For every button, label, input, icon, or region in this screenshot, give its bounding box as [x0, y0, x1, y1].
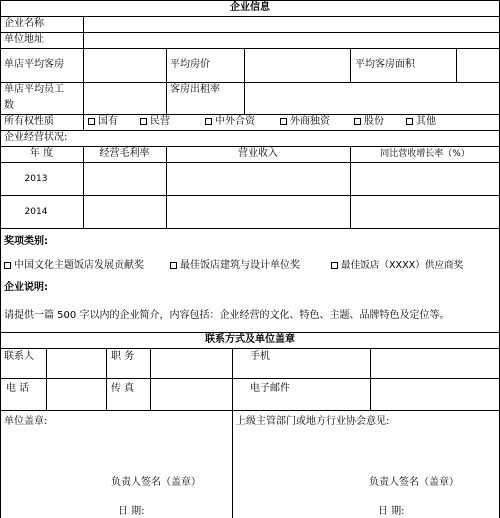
- label-phone: 电 话: [6, 383, 30, 394]
- option-label: 最佳饭店建筑与设计单位奖: [180, 260, 300, 271]
- table-header-growth: 同比营收增长率（%）: [380, 149, 470, 159]
- checkbox-icon: [140, 118, 147, 125]
- signature-right: 负责人签名（盖章）: [369, 477, 459, 488]
- option-label: 其他: [416, 116, 436, 127]
- rule: [370, 348, 371, 410]
- label-contact-person: 联系人: [4, 351, 34, 362]
- rule: [0, 332, 500, 333]
- rule: [0, 162, 500, 163]
- ownership-option-foreign[interactable]: [280, 116, 330, 128]
- ownership-option-private[interactable]: [140, 116, 170, 128]
- rule: [456, 48, 457, 82]
- rule: [350, 48, 351, 82]
- label-ownership: 所有权性质: [4, 116, 54, 127]
- option-label: 股份: [364, 116, 384, 127]
- rule: [0, 130, 500, 131]
- rule: [150, 348, 151, 410]
- ownership-option-shares[interactable]: [354, 116, 384, 128]
- table-cell-year-2013: 2013: [24, 174, 48, 184]
- table-header-year: 年 度: [29, 148, 54, 159]
- ownership-option-other[interactable]: [406, 116, 436, 128]
- section-title-enterprise: 企业信息: [230, 2, 270, 13]
- rule: [0, 48, 500, 49]
- option-label: 国有: [98, 116, 118, 127]
- label-enterprise-name: 企业名称: [4, 18, 44, 29]
- ownership-option-state[interactable]: [88, 116, 118, 128]
- section-title-contact: 联系方式及单位盖章: [205, 334, 295, 345]
- rule: [0, 195, 500, 196]
- label-occupancy: 客房出租率: [170, 84, 220, 95]
- date-right: 日 期:: [378, 506, 405, 517]
- option-label: 外商独资: [290, 116, 330, 127]
- rule: [46, 348, 47, 410]
- rule: [83, 48, 84, 114]
- checkbox-icon: [4, 262, 11, 269]
- label-unit-seal: 单位盖章:: [4, 416, 48, 427]
- table-header-margin: 经营毛利率: [99, 148, 150, 159]
- checkbox-icon: [170, 262, 177, 269]
- award-option-design[interactable]: [170, 260, 300, 272]
- rule: [0, 348, 500, 349]
- label-position: 职 务: [111, 351, 135, 362]
- rule: [0, 378, 500, 379]
- rule: [0, 32, 500, 33]
- rule: [83, 16, 84, 48]
- rule: [83, 114, 84, 130]
- label-avg-staff-2: 数: [4, 100, 14, 111]
- ownership-option-jv[interactable]: [205, 116, 255, 128]
- description-title: 企业说明:: [4, 282, 48, 293]
- label-fax: 传 真: [111, 383, 135, 394]
- award-option-culture[interactable]: [4, 260, 144, 272]
- rule: [232, 348, 233, 518]
- awards-title: 奖项类别:: [4, 236, 48, 247]
- label-address: 单位地址: [4, 34, 44, 45]
- rule: [0, 0, 500, 1]
- option-label: 最佳饭店（XXXX）供应商奖: [341, 260, 464, 271]
- rule: [106, 348, 107, 410]
- award-option-supplier[interactable]: [331, 260, 463, 272]
- rule: [244, 48, 245, 114]
- checkbox-icon: [280, 118, 287, 125]
- table-header-revenue: 营业收入: [238, 148, 278, 159]
- checkbox-icon: [205, 118, 212, 125]
- label-email: 电子邮件: [250, 383, 290, 394]
- checkbox-icon: [354, 118, 361, 125]
- label-authority-opinion: 上级主管部门或地方行业协会意见:: [236, 416, 390, 427]
- checkbox-icon: [331, 262, 338, 269]
- rule: [166, 48, 167, 114]
- rule: [0, 228, 500, 229]
- rule: [0, 410, 500, 411]
- rule: [0, 146, 500, 147]
- rule: [0, 82, 500, 83]
- label-avg-price: 平均房价: [170, 59, 210, 70]
- rule: [0, 114, 500, 115]
- table-cell-year-2014: 2014: [24, 207, 48, 217]
- rule: [0, 0, 1, 518]
- signature-left: 负责人签名（盖章）: [111, 477, 201, 488]
- label-avg-area: 平均客房面积: [355, 59, 415, 70]
- option-label: 民营: [150, 116, 170, 127]
- date-left: 日 期:: [118, 506, 145, 517]
- checkbox-icon: [406, 118, 413, 125]
- label-avg-rooms: 单店平均客房: [4, 59, 64, 70]
- rule: [0, 16, 500, 17]
- description-text: 请提供一篇 500 字以内的企业简介，内容包括：企业经营的文化、特色、主题、品牌特色及定位等。: [4, 310, 450, 321]
- label-operations: 企业经营状况:: [4, 132, 68, 143]
- label-avg-staff: 单店平均员工: [4, 84, 64, 95]
- checkbox-icon: [88, 118, 95, 125]
- option-label: 中国文化主题饭店发展贡献奖: [14, 260, 144, 271]
- option-label: 中外合资: [215, 116, 255, 127]
- label-mobile: 手机: [250, 351, 270, 362]
